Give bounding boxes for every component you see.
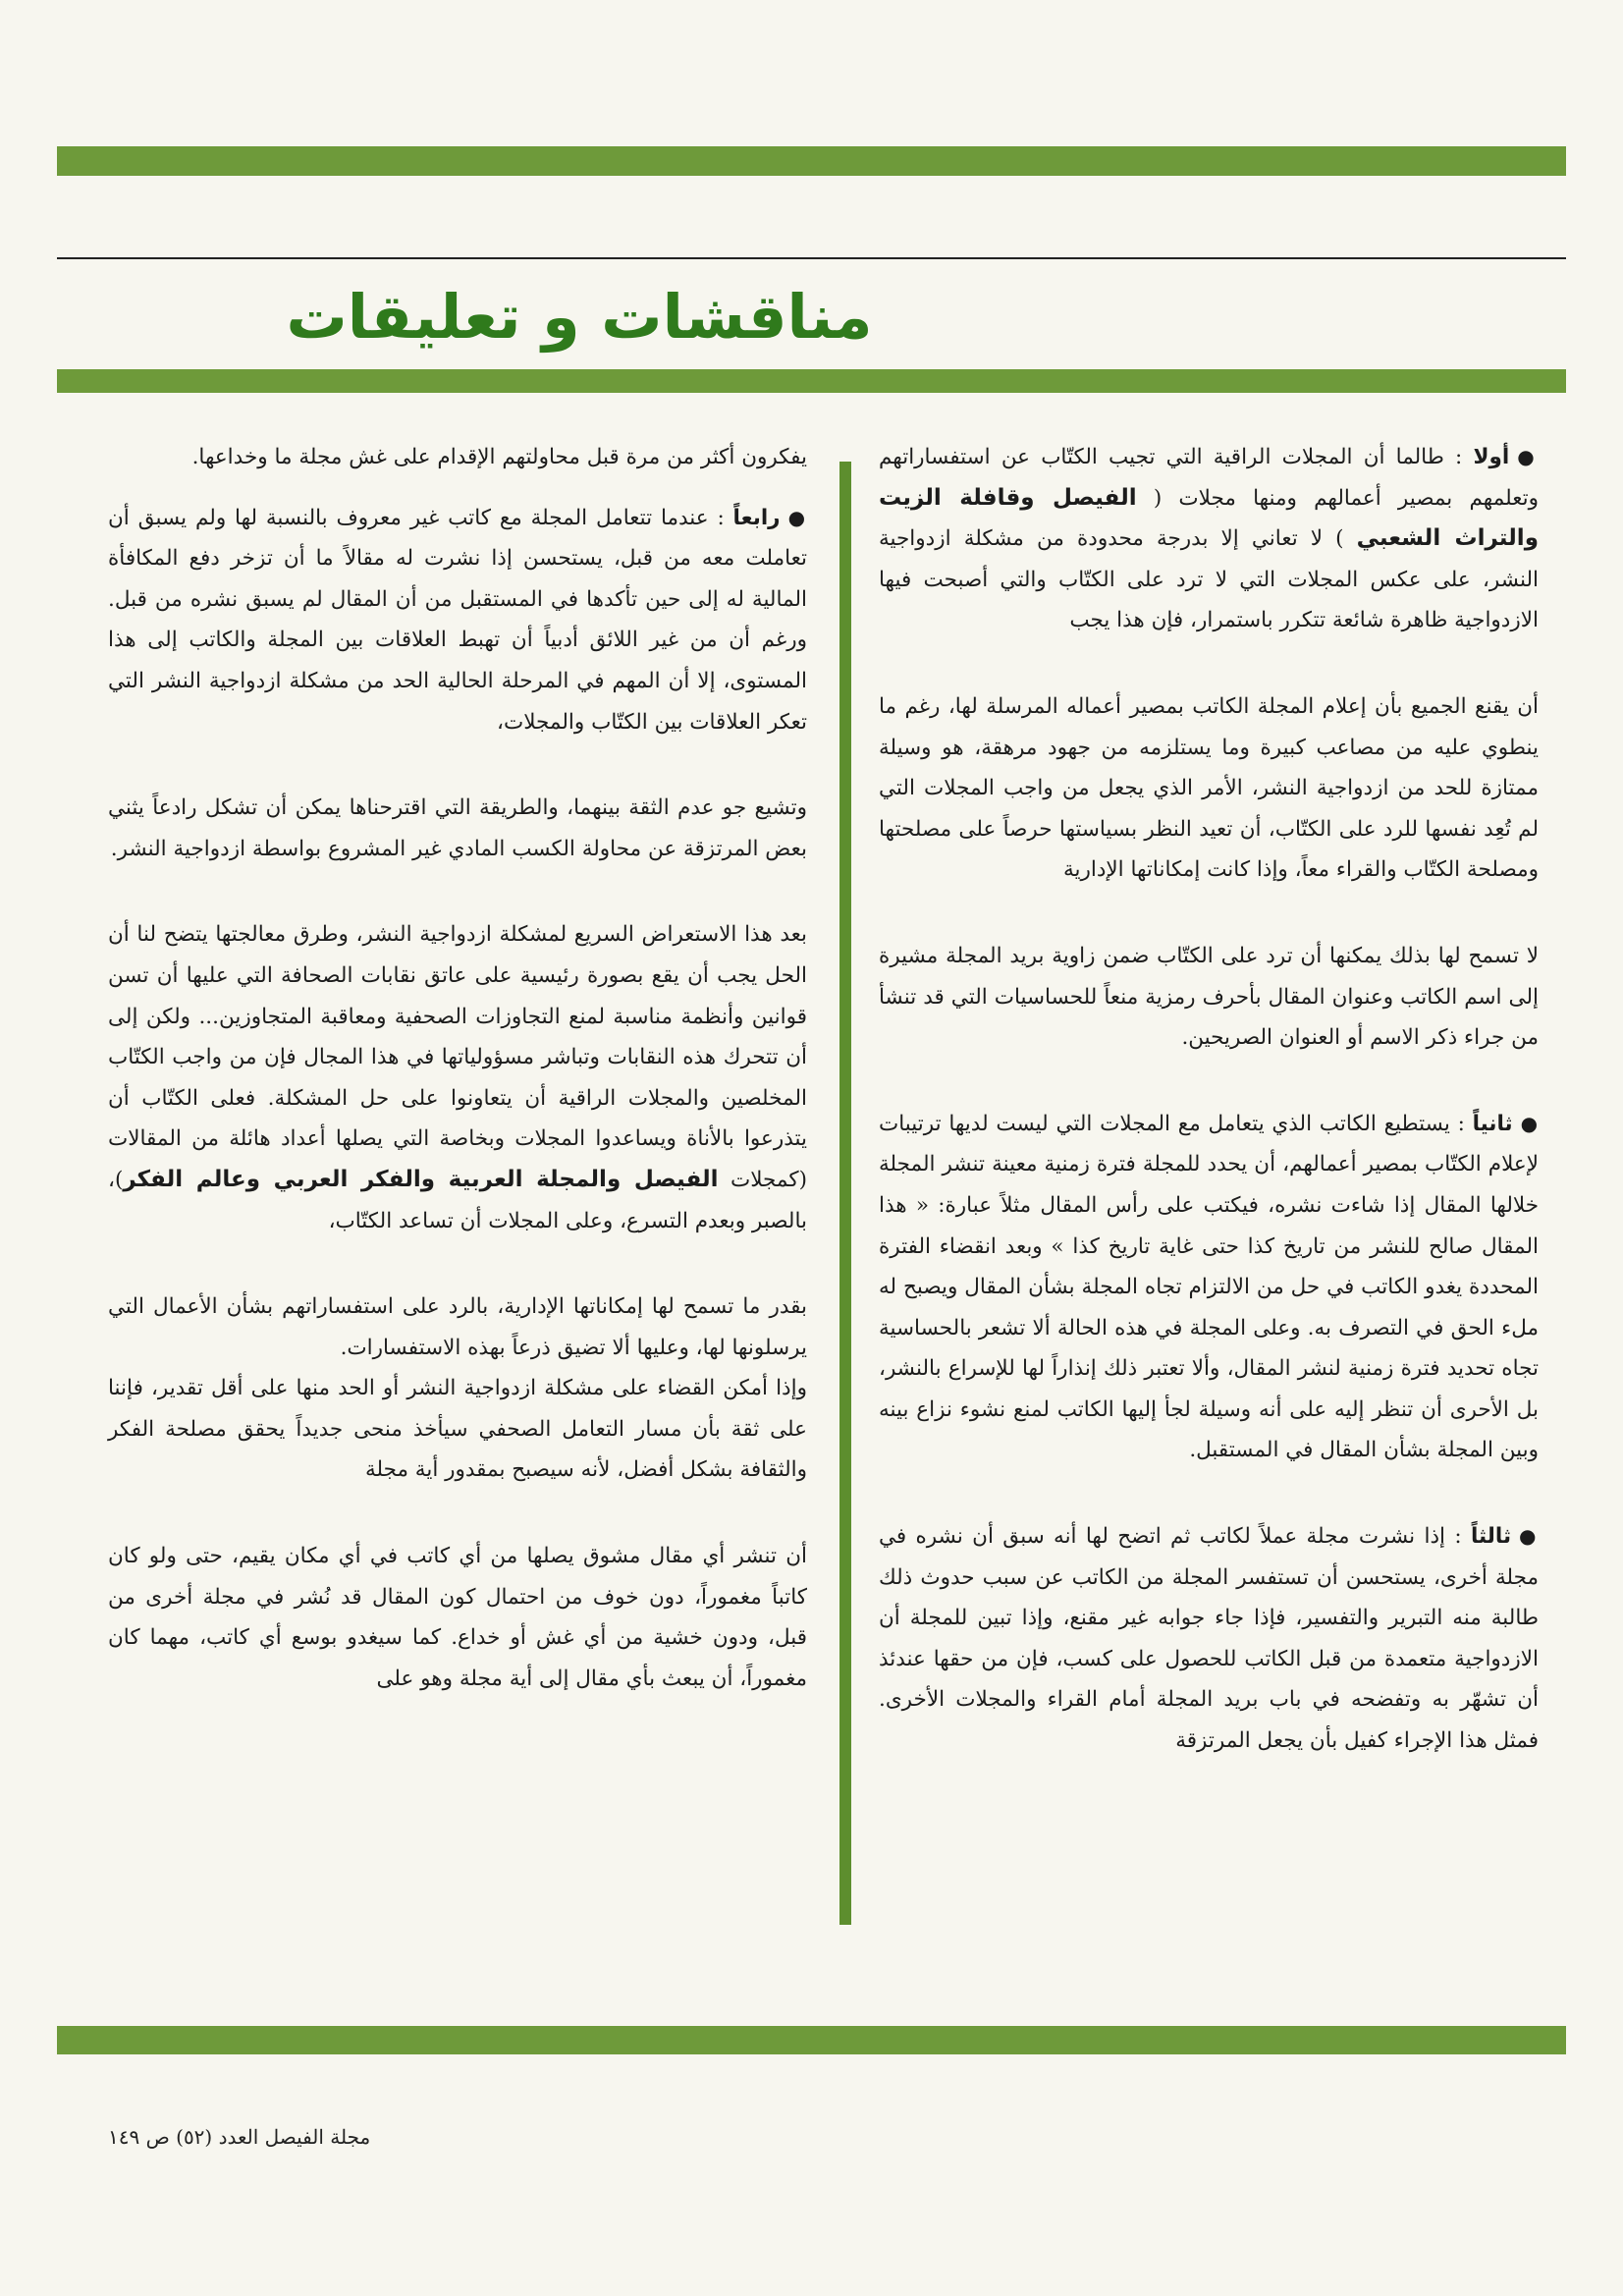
paragraph-text: بعد هذا الاستعراض السريع لمشكلة ازدواجية النشر، وطرق معالجتها يتضح لنا أن الحل يجب أن يقع بصورة رئيسية على عاتق نقابات الصحافة التي عليها أن تسن قوانين وأنظمة مناسبة لمنع التجاوزات الصحفية ومعاقبة المتجاوزين... ولكن إلى أن تتحرك هذه النقابات وتباشر مسؤولياتها في هذا المجال فإن من واجب الكتّاب المخلصين والمجلات الراقية أن يتعاونوا على حل المشكلة. فعلى الكتّاب أن يتذرعوا بالأناة ويساعدوا المجلات وبخاصة التي يصلها أعداد هائلة من المقالات (كمجلات [108, 922, 807, 1192]
paragraph-conclusion [108, 914, 807, 1241]
bottom-green-bar [57, 2026, 1566, 2054]
paragraph: وإذا أمكن القضاء على مشكلة ازدواجية النشر أو الحد منها على أقل تقدير، فإننا على ثقة بأن مسار التعامل الصحفي سيأخذ منحى جديداً يحقق مصلحة الفكر والثقافة بشكل أفضل، لأنه سيصبح بمقدور أية مجلة [108, 1376, 807, 1483]
left-column [108, 437, 807, 1699]
paragraph: بقدر ما تسمح لها إمكاناتها الإدارية، بالرد على استفساراتهم بشأن الأعمال التي يرسلونها لها، وعليها ألا تضيق ذرعاً بهذه الاستفسارات. [108, 1294, 807, 1360]
magazine-names: الفيصل والمجلة العربية والفكر العربي وعالم الفكر [123, 1166, 719, 1192]
bullet-icon: ● [1519, 1524, 1539, 1549]
header-rule [57, 257, 1566, 259]
page-footer: مجلة الفيصل العدد (٥٢) ص ١٤٩ [108, 2125, 371, 2149]
paragraph: لا تسمح لها بذلك يمكنها أن ترد على الكتّاب ضمن زاوية بريد المجلة مشيرة إلى اسم الكاتب وعنوان المقال بأحرف رمزية منعاً للحساسيات التي قد تنشأ من جراء ذكر الاسم أو العنوان الصريحين. [879, 943, 1539, 1051]
paragraph-text: : عندما تتعامل المجلة مع كاتب غير معروف بالنسبة لها ولم يسبق أن تعاملت معه من قبل، يستحسن إذا نشرت له مقالاً ما أن تزخر دفع المكافأة المالية له إلى حين تأكدها في المستقبل من أن المقال لم يسبق نشره من قبل. ورغم أن من غير اللائق أدبياً أن تهبط العلاقات بين المجلة والكاتب إلى هذا المستوى، إلا أن المهم في المرحلة الحالية الحد من مشكلة ازدواجية النشر التي تعكر العلاقات بين الكتّاب والمجلات، [108, 505, 807, 735]
magazine-names: الفيصل وقافلة الزيت والتراث الشعبي [879, 484, 1539, 552]
bullet-icon: ● [787, 505, 808, 529]
point-label: ثانياً [1472, 1111, 1513, 1136]
point-label: رابعاً [732, 505, 781, 530]
paragraph: يفكرون أكثر من مرة قبل محاولتهم الإقدام على غش مجلة ما وخداعها. [191, 445, 807, 469]
paragraph-second [879, 1104, 1539, 1471]
paragraph: أن تنشر أي مقال مشوق يصلها من أي كاتب في أي مكان يقيم، حتى ولو كان كاتباً مغموراً، دون خوف من احتمال كون المقال قد نُشر في مجلة أخرى من قبل، ودون خشية من أي غش أو خداع. كما سيغدو بوسع أي كاتب، مهما كان مغموراً، أن يبعث بأي مقال إلى أية مجلة وهو على [108, 1544, 807, 1691]
paragraph-first [879, 437, 1539, 641]
paragraph-fourth [108, 498, 807, 743]
paragraph: أن يقنع الجميع بأن إعلام المجلة الكاتب بمصير أعماله المرسلة لها، رغم ما ينطوي عليه من مصاعب كبيرة وما يستلزمه من جهود مرهقة، هو وسيلة ممتازة للحد من ازدواجية النشر، الأمر الذي يجعل من واجب المجلات التي لم تُعِد نفسها للرد على الكتّاب، أن تعيد النظر بسياستها حرصاً على مصلحتها ومصلحة الكتّاب والقراء معاً، وإذا كانت إمكاناتها الإدارية [879, 693, 1539, 883]
paragraph-text: : يستطيع الكاتب الذي يتعامل مع المجلات التي ليست لديها ترتيبات لإعلام الكتّاب بمصير أعمالهم، أن يحدد للمجلة فترة زمنية معينة تنشر المجلة خلالها المقال إذا شاءت نشره، فيكتب على رأس المقال مثلاً عبارة: « هذا المقال صالح للنشر من تاريخ كذا حتى غاية تاريخ كذا » وبعد انقضاء الفترة المحددة يغدو الكاتب في حل من الالتزام تجاه المجلة بشأن المقال ويصبح له ملء الحق في التصرف به. وعلى المجلة في هذه الحالة ألا تشعر بالحساسية تجاه تحديد فترة زمنية لنشر المقال، وألا تعتبر ذلك إنذاراً لها للإسراع بالنشر، بل الأحرى أن تنظر إليه على أنه وسيلة لجأ إليها الكاتب لمنع نشوء نزاع بينه وبين المجلة بشأن المقال في المستقبل. [879, 1111, 1539, 1463]
top-green-bar [57, 146, 1566, 176]
bullet-icon: ● [1520, 1111, 1540, 1135]
paragraph-text: ) لا تعاني إلا بدرجة محدودة من مشكلة ازدواجية النشر، على عكس المجلات التي لا ترد على الكتّاب والتي أصبحت فيها الازدواجية ظاهرة شائعة تتكرر باستمرار، فإن هذا يجب [879, 526, 1539, 633]
title-green-bar [57, 369, 1566, 393]
paragraph-text: )، بالصبر وبعدم التسرع، وعلى المجلات أن تساعد الكتّاب، [108, 1167, 807, 1233]
paragraph-text: : إذا نشرت مجلة عملاً لكاتب ثم اتضح لها أنه سبق أن نشره في مجلة أخرى، يستحسن أن تستفسر المجلة من الكاتب عن سبب حدوث ذلك طالبة منه التبرير والتفسير، فإذا جاء جوابه غير مقنع، وإذا تبين للمجلة أن الازدواجية متعمدة من قبل الكاتب للحصول على كسب، فإن من حقها عندئذ أن تشهّر به وتفضحه في باب بريد المجلة أمام القراء والمجلات الأخرى. فمثل هذا الإجراء كفيل بأن يجعل المرتزقة [879, 1524, 1539, 1754]
bullet-icon: ● [1517, 445, 1539, 468]
paragraph-third [879, 1516, 1539, 1762]
point-label: ثالثاً [1470, 1524, 1512, 1550]
section-title: مناقشات و تعليقات [286, 281, 873, 353]
column-divider [839, 462, 851, 1925]
paragraph-text: : طالما أن المجلات الراقية التي تجيب الكتّاب عن استفساراتهم وتعلمهم بمصير أعمالهم ومنها مجلات ( [879, 445, 1539, 511]
paragraph: وتشيع جو عدم الثقة بينهما، والطريقة التي اقترحناها يمكن أن تشكل رادعاً يثني بعض المرتزقة عن محاولة الكسب المادي غير المشروع بواسطة ازدواجية النشر. [108, 795, 807, 861]
point-label: أولا [1473, 445, 1510, 469]
right-column [879, 437, 1539, 1762]
